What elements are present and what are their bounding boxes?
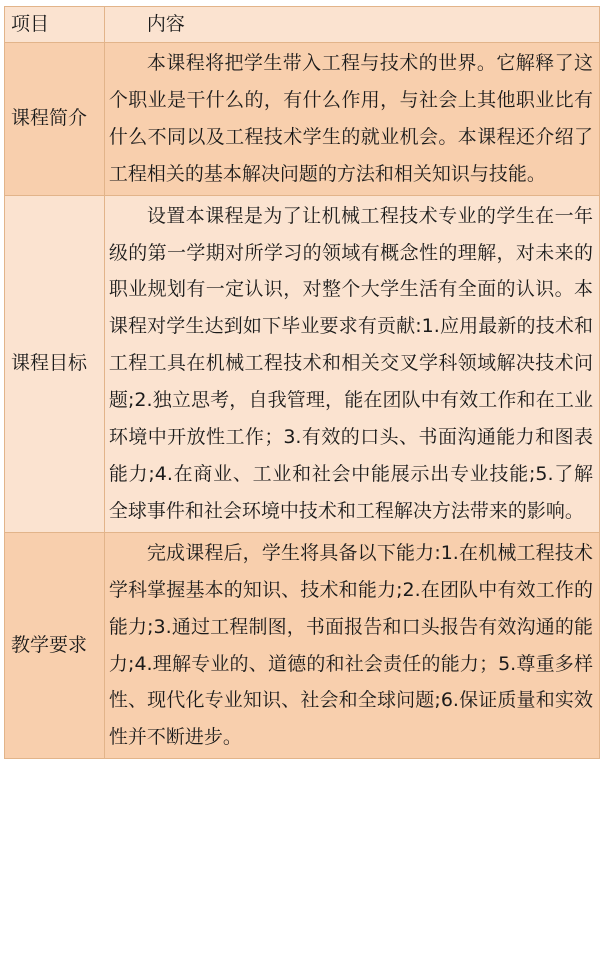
header-content: 内容 [104, 7, 599, 43]
header-item: 项目 [5, 7, 105, 43]
row-content-requirements [104, 532, 599, 758]
row-text-intro: 本课程将把学生带入工程与技术的世界。它解释了这个职业是干什么的，有什么作用，与社会上其他职业比有什么不同以及工程技术学生的就业机会。本课程还介绍了工程相关的基本解决问题的方法和相关知识与技能。 [108, 52, 593, 185]
row-label-intro: 课程简介 [5, 43, 105, 196]
table-row-requirements [5, 532, 600, 758]
row-label-requirements: 教学要求 [5, 532, 105, 758]
row-label-goals: 课程目标 [5, 195, 105, 532]
row-text-requirements: 完成课程后，学生将具备以下能力:1.在机械工程技术学科掌握基本的知识、技术和能力;2.在团队中有效工作的能力;3.通过工程制图，书面报告和口头报告有效沟通的能力;4.理解专业的、道德的和社会责任的能力；5.尊重多样性、现代化专业知识、社会和全球问题;6.保证质量和实效性并不断进步。 [108, 541, 593, 749]
course-info-table [4, 6, 600, 759]
table-header-row [5, 7, 600, 43]
table-row-intro [5, 43, 600, 196]
row-content-intro [104, 43, 599, 196]
row-content-goals [104, 195, 599, 532]
table-row-goals [5, 195, 600, 532]
row-text-goals: 设置本课程是为了让机械工程技术专业的学生在一年级的第一学期对所学习的领域有概念性的理解，对未来的职业规划有一定认识，对整个大学生活有全面的认识。本课程对学生达到如下毕业要求有贡献:1.应用最新的技术和工程工具在机械工程技术和相关交叉学科领域解决技术问题;2.独立思考，自我管理，能在团队中有效工作和在工业环境中开放性工作；3.有效的口头、书面沟通能力和图表能力;4.在商业、工业和社会中能展示出专业技能;5.了解全球事件和社会环境中技术和工程解决方法带来的影响。 [108, 204, 593, 522]
